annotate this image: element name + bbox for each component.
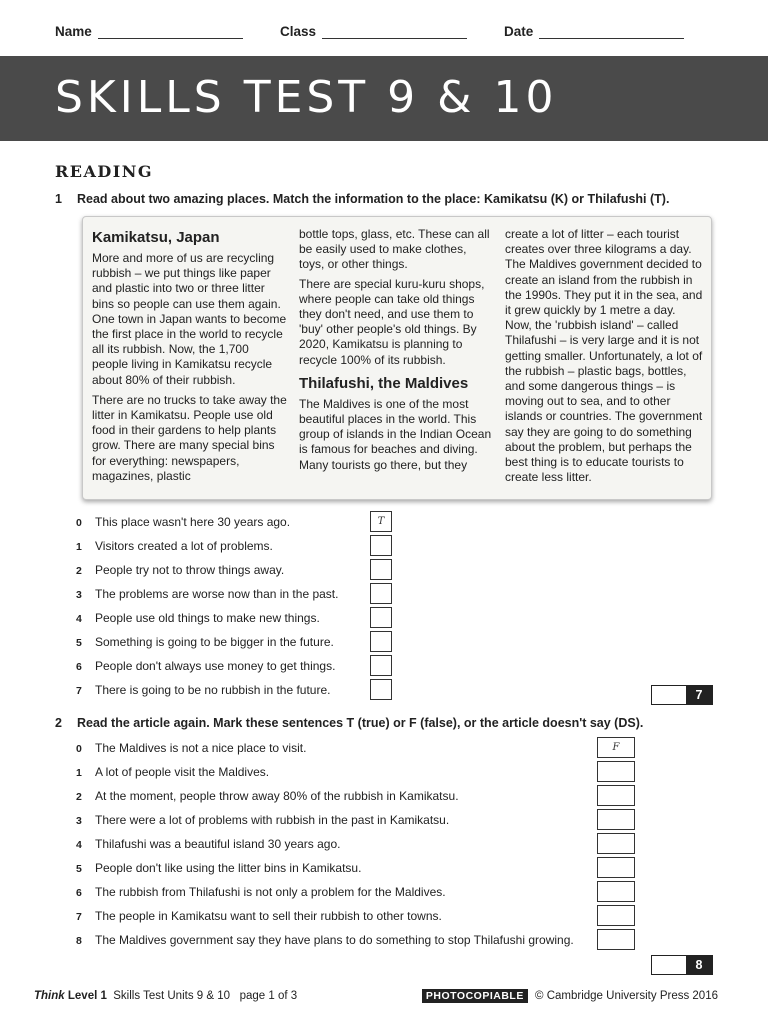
exercise-1-number: 1 xyxy=(55,192,62,206)
footer-right xyxy=(422,990,718,1002)
name-line[interactable] xyxy=(98,24,243,39)
ex2-question-row xyxy=(76,885,446,907)
ex1-answer-box[interactable] xyxy=(370,631,392,652)
title-banner xyxy=(0,56,768,141)
ex1-question-row xyxy=(76,563,284,585)
text-column-2 xyxy=(299,227,495,473)
question-number: 1 xyxy=(76,767,82,779)
class-label: Class xyxy=(280,24,317,39)
question-number: 4 xyxy=(76,613,82,625)
ex1-question-row xyxy=(76,515,290,537)
ex2-question-row xyxy=(76,741,306,763)
ex2-answer-box[interactable] xyxy=(597,881,635,902)
question-text: Visitors created a lot of problems. xyxy=(95,539,273,553)
ex2-answer-box[interactable] xyxy=(597,857,635,878)
ex1-question-row xyxy=(76,635,334,657)
question-number: 2 xyxy=(76,791,82,803)
ex1-answer-box[interactable] xyxy=(370,679,392,700)
ex1-answer-box[interactable] xyxy=(370,535,392,556)
kamikatsu-paragraph-2: There are no trucks to take away the litter in Kamikatsu. People use old food in their gardens to help plants grow. There are many special bins for everything: newspapers, magazines, plastic xyxy=(92,392,287,483)
question-number: 3 xyxy=(76,815,82,827)
ex1-max-score: 7 xyxy=(686,686,712,704)
ex2-answer-box[interactable] xyxy=(597,785,635,806)
ex2-question-row xyxy=(76,909,442,931)
ex1-score-box xyxy=(651,685,713,705)
page-title: SKILLS TEST 9 & 10 xyxy=(55,72,558,123)
question-text: The Maldives is not a nice place to visit. xyxy=(95,741,307,755)
ex1-answer-box[interactable] xyxy=(370,559,392,580)
footer-page: page 1 of 3 xyxy=(239,990,298,1002)
question-text: The people in Kamikatsu want to sell their rubbish to other towns. xyxy=(95,909,442,923)
name-label: Name xyxy=(55,24,92,39)
question-text: People don't like using the litter bins in Kamikatsu. xyxy=(95,861,362,875)
footer-level: Level 1 xyxy=(67,990,107,1002)
footer-copyright: © Cambridge University Press 2016 xyxy=(535,990,718,1002)
ex1-answer-box[interactable] xyxy=(370,607,392,628)
question-number: 0 xyxy=(76,743,82,755)
question-number: 7 xyxy=(76,685,82,697)
date-field xyxy=(504,24,684,39)
name-field xyxy=(55,24,243,39)
ex2-answer-box[interactable] xyxy=(597,929,635,950)
section-heading: READING xyxy=(55,162,154,181)
date-line[interactable] xyxy=(539,24,684,39)
ex2-answer-box[interactable] xyxy=(597,809,635,830)
ex2-question-row xyxy=(76,813,449,835)
ex2-answer-box[interactable] xyxy=(597,833,635,854)
question-number: 6 xyxy=(76,661,82,673)
class-line[interactable] xyxy=(322,24,467,39)
exercise-2-text: Read the article again. Mark these sentences T (true) or F (false), or the article doesn't say (DS). xyxy=(77,716,644,730)
class-field xyxy=(280,24,467,39)
kamikatsu-paragraph-4: There are special kuru-kuru shops, where people can take old things they don't need, and use them to 'buy' other people's old things. By 2020, Kamikatsu is planning to recycle 100% of its rubbish. xyxy=(299,276,485,367)
score-entry[interactable] xyxy=(652,956,686,974)
student-details xyxy=(55,24,708,42)
ex1-question-row xyxy=(76,683,330,705)
exercise-1-text: Read about two amazing places. Match the information to the place: Kamikatsu (K) or Thilafushi (T). xyxy=(77,192,670,206)
ex2-max-score: 8 xyxy=(686,956,712,974)
ex1-question-row xyxy=(76,587,338,609)
ex2-score-box xyxy=(651,955,713,975)
question-number: 7 xyxy=(76,911,82,923)
ex2-question-row xyxy=(76,765,269,787)
question-text: Thilafushi was a beautiful island 30 years ago. xyxy=(95,837,341,851)
thilafushi-heading: Thilafushi, the Maldives xyxy=(299,374,469,392)
ex1-answer-box[interactable] xyxy=(370,583,392,604)
question-text: People use old things to make new things. xyxy=(95,611,320,625)
kamikatsu-heading: Kamikatsu, Japan xyxy=(92,229,220,246)
score-entry[interactable] xyxy=(652,686,686,704)
question-number: 4 xyxy=(76,839,82,851)
photocopiable-badge: PHOTOCOPIABLE xyxy=(422,989,528,1003)
exercise-1-instruction xyxy=(55,192,669,206)
question-number: 3 xyxy=(76,589,82,601)
question-number: 5 xyxy=(76,863,82,875)
question-text: The rubbish from Thilafushi is not only a problem for the Maldives. xyxy=(95,885,446,899)
footer-left xyxy=(34,990,297,1002)
ex2-answer-box-example: F xyxy=(597,737,635,758)
question-text: There were a lot of problems with rubbish in the past in Kamikatsu. xyxy=(95,813,450,827)
question-text: Something is going to be bigger in the future. xyxy=(95,635,334,649)
question-number: 1 xyxy=(76,541,82,553)
date-label: Date xyxy=(504,24,534,39)
question-text: A lot of people visit the Maldives. xyxy=(95,765,270,779)
page-footer xyxy=(34,990,718,1006)
ex2-answer-box[interactable] xyxy=(597,761,635,782)
question-text: The problems are worse now than in the past. xyxy=(95,587,339,601)
kamikatsu-paragraph-1: More and more of us are recycling rubbish – we put things like paper and plastic into two or three litter bins so people can use them again. One town in Japan wants to become the first place in the world to recycle all its rubbish. Now, the 1,700 people living in Kamikatsu recycle about 80% of their rubbish. xyxy=(92,251,287,387)
exercise-2-number: 2 xyxy=(55,716,62,730)
ex1-question-row xyxy=(76,659,335,681)
question-text: There is going to be no rubbish in the future. xyxy=(95,683,331,697)
question-text: This place wasn't here 30 years ago. xyxy=(95,515,291,529)
kamikatsu-paragraph-3: bottle tops, glass, etc. These can all be easily used to make clothes, toys, or other things. xyxy=(299,227,490,272)
footer-brand: Think xyxy=(34,990,65,1002)
ex2-question-row xyxy=(76,861,361,883)
thilafushi-paragraph-2: create a lot of litter – each tourist creates over three kilograms a day. The Maldives government decided to create an island from the rubbish in the 1990s. They put it in the sea, and it grew quickly by 1 metre a day. Now, the 'rubbish island' – called Thilafushi – is very large and it is not getting smaller. Unfortunately, a lot of the rubbish – plastic bags, bottles, and some dangerous things – is moving out to sea, and to other islands or countries. The government say they are going to do something about the problem, but perhaps the best thing is to educate tourists to create less litter. xyxy=(505,227,703,485)
question-text: At the moment, people throw away 80% of the rubbish in Kamikatsu. xyxy=(95,789,459,803)
footer-units: Skills Test Units 9 & 10 xyxy=(113,990,231,1002)
thilafushi-paragraph-1: The Maldives is one of the most beautiful places in the world. This group of islands in the Indian Ocean is famous for beaches and diving. Many tourists go there, but they xyxy=(299,396,492,472)
question-number: 8 xyxy=(76,935,82,947)
question-number: 6 xyxy=(76,887,82,899)
exercise-2-instruction xyxy=(55,716,643,730)
ex1-answer-box-example: T xyxy=(370,511,392,532)
text-column-1 xyxy=(92,229,287,484)
ex2-question-row xyxy=(76,837,340,859)
question-text: The Maldives government say they have plans to do something to stop Thilafushi growing. xyxy=(95,933,574,947)
ex1-answer-box[interactable] xyxy=(370,655,392,676)
ex1-question-row xyxy=(76,539,273,561)
question-text: People try not to throw things away. xyxy=(95,563,285,577)
question-number: 2 xyxy=(76,565,82,577)
text-column-3 xyxy=(505,227,703,485)
reading-text-box xyxy=(82,216,712,500)
question-number: 0 xyxy=(76,517,82,529)
ex2-question-row xyxy=(76,933,574,955)
question-number: 5 xyxy=(76,637,82,649)
question-text: People don't always use money to get things. xyxy=(95,659,336,673)
ex2-answer-box[interactable] xyxy=(597,905,635,926)
ex2-question-row xyxy=(76,789,459,811)
ex1-question-row xyxy=(76,611,320,633)
